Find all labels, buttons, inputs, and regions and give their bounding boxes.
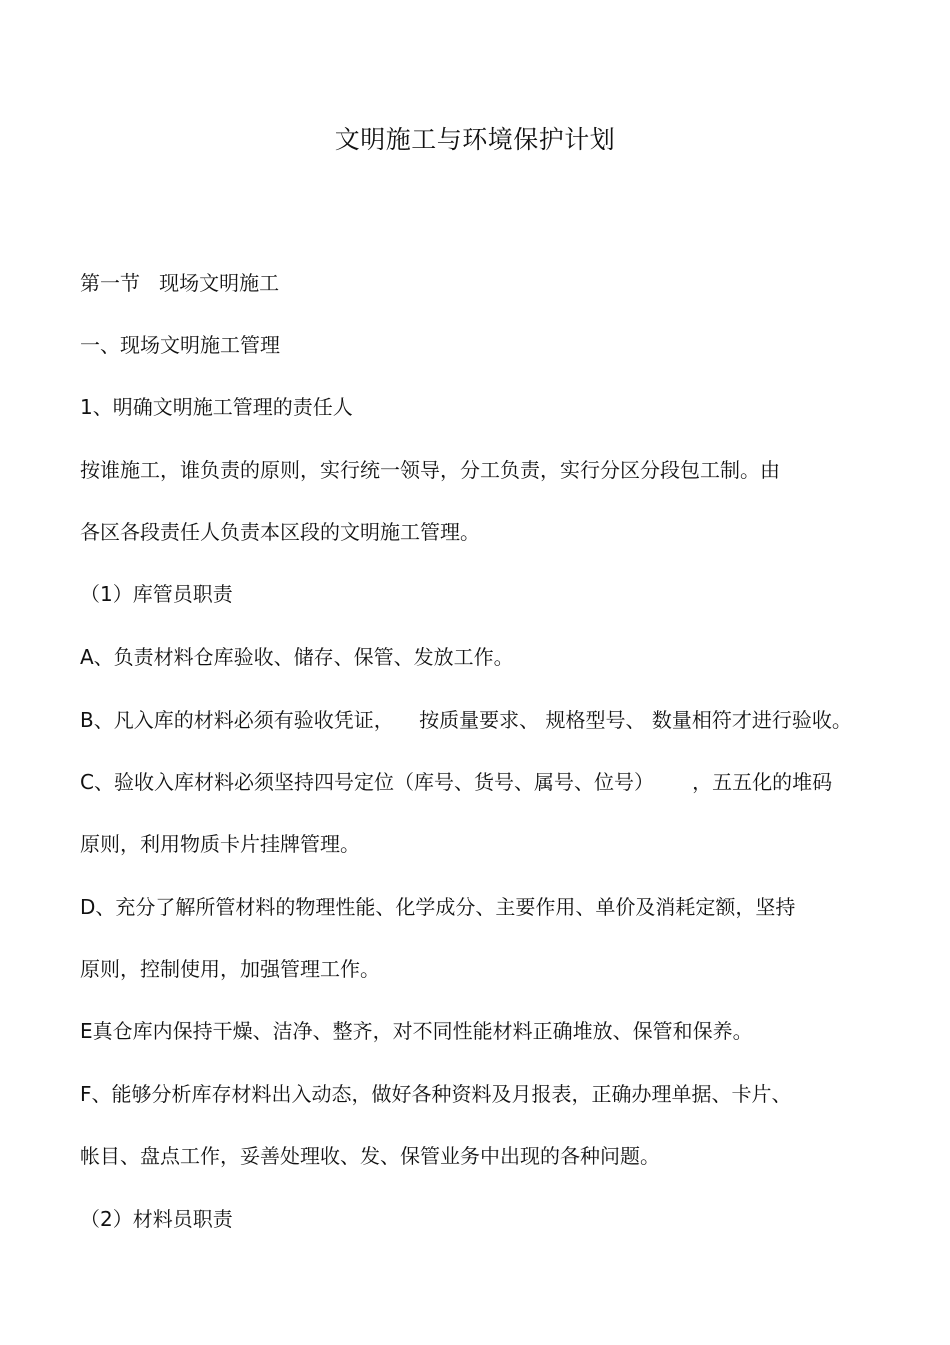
role-heading: （2）材料员职责 [80,1207,233,1231]
section-heading: 第一节 现场文明施工 [80,271,280,295]
subsection-heading: 一、现场文明施工管理 [80,333,280,357]
duty-item: E真仓库内保持干燥、洁净、整齐，对不同性能材料正确堆放、保管和保养。 [80,1019,753,1043]
item-heading: 1、明确文明施工管理的责任人 [80,395,353,419]
duty-item-continued: 原则，利用物质卡片挂牌管理。 [80,832,360,856]
duty-item-continued: 帐目、盘点工作，妥善处理收、发、保管业务中出现的各种问题。 [80,1144,660,1168]
duty-item: F、能够分析库存材料出入动态，做好各种资料及月报表，正确办理单据、卡片、 [80,1082,792,1106]
document-title: 文明施工与环境保护计划 [334,125,616,154]
duty-item: A、负责材料仓库验收、储存、保管、发放工作。 [80,645,514,669]
duty-item-continued: 原则，控制使用，加强管理工作。 [80,957,380,981]
paragraph-line: 按谁施工，谁负责的原则，实行统一领导，分工负责，实行分区分段包工制。由 [80,458,780,482]
duty-item: B、凡入库的材料必须有验收凭证， 按质量要求、 规格型号、 数量相符才进行验收。 [80,708,852,732]
role-heading: （1）库管员职责 [80,582,233,606]
duty-item: D、充分了解所管材料的物理性能、化学成分、主要作用、单价及消耗定额，坚持 [80,895,796,919]
paragraph-line: 各区各段责任人负责本区段的文明施工管理。 [80,520,480,544]
duty-item: C、验收入库材料必须坚持四号定位（库号、货号、属号、位号） ，五五化的堆码 [80,770,833,794]
